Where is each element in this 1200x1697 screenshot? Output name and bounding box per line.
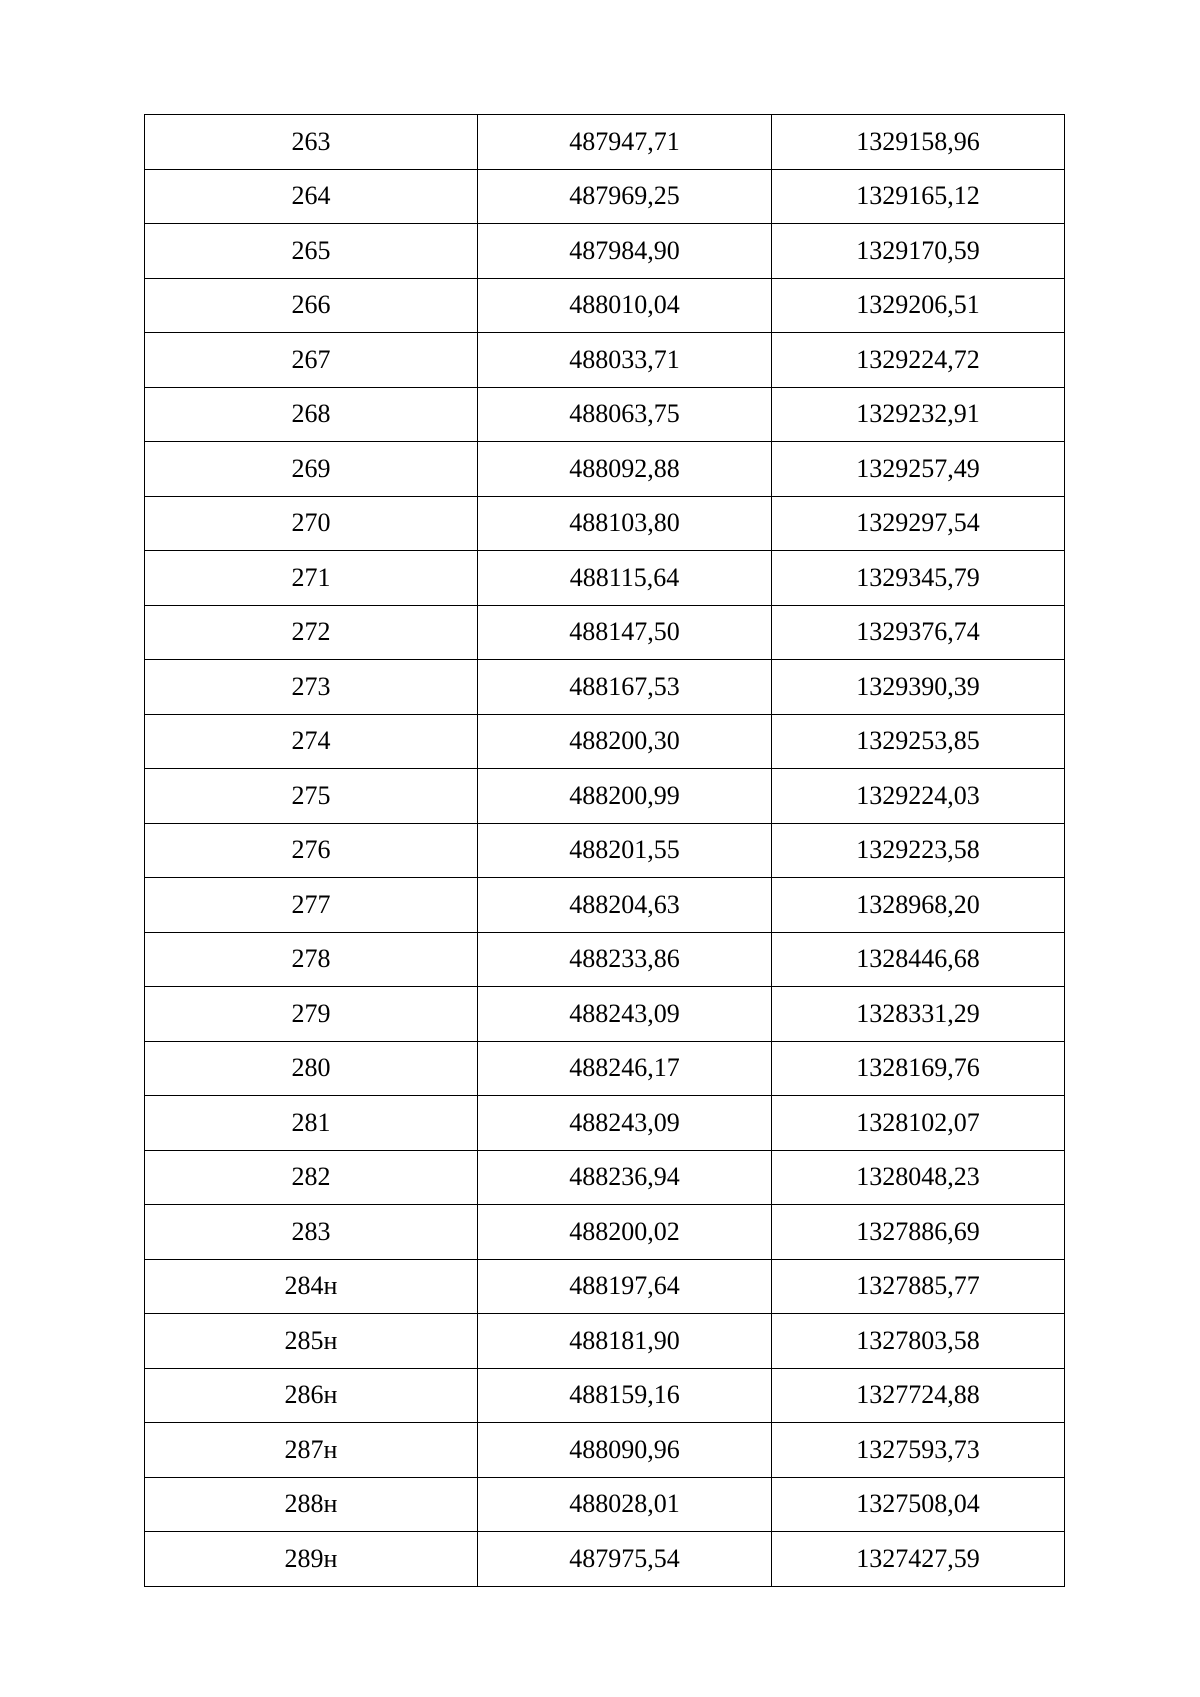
table-row bbox=[145, 496, 1065, 551]
point-number-cell: 274 bbox=[145, 714, 478, 769]
table-row bbox=[145, 1205, 1065, 1260]
x-coordinate-cell: 488167,53 bbox=[478, 660, 772, 715]
table-row bbox=[145, 1368, 1065, 1423]
y-coordinate-cell: 1327886,69 bbox=[772, 1205, 1065, 1260]
coordinates-table bbox=[144, 114, 1065, 1587]
table-row bbox=[145, 1423, 1065, 1478]
y-coordinate-cell: 1327885,77 bbox=[772, 1259, 1065, 1314]
y-coordinate-cell: 1327427,59 bbox=[772, 1532, 1065, 1587]
y-coordinate-cell: 1327803,58 bbox=[772, 1314, 1065, 1369]
y-coordinate-cell: 1328331,29 bbox=[772, 987, 1065, 1042]
point-number-cell: 285н bbox=[145, 1314, 478, 1369]
table-row bbox=[145, 660, 1065, 715]
point-number-cell: 281 bbox=[145, 1096, 478, 1151]
point-number-cell: 269 bbox=[145, 442, 478, 497]
table-row bbox=[145, 878, 1065, 933]
point-number-cell: 265 bbox=[145, 224, 478, 279]
point-number-cell: 268 bbox=[145, 387, 478, 442]
table-row bbox=[145, 333, 1065, 388]
x-coordinate-cell: 488103,80 bbox=[478, 496, 772, 551]
point-number-cell: 283 bbox=[145, 1205, 478, 1260]
y-coordinate-cell: 1329224,03 bbox=[772, 769, 1065, 824]
point-number-cell: 267 bbox=[145, 333, 478, 388]
x-coordinate-cell: 488200,99 bbox=[478, 769, 772, 824]
x-coordinate-cell: 488233,86 bbox=[478, 932, 772, 987]
x-coordinate-cell: 487984,90 bbox=[478, 224, 772, 279]
table-row bbox=[145, 224, 1065, 279]
x-coordinate-cell: 488243,09 bbox=[478, 1096, 772, 1151]
y-coordinate-cell: 1327508,04 bbox=[772, 1477, 1065, 1532]
y-coordinate-cell: 1329390,39 bbox=[772, 660, 1065, 715]
y-coordinate-cell: 1329206,51 bbox=[772, 278, 1065, 333]
y-coordinate-cell: 1329158,96 bbox=[772, 115, 1065, 170]
y-coordinate-cell: 1329297,54 bbox=[772, 496, 1065, 551]
point-number-cell: 276 bbox=[145, 823, 478, 878]
x-coordinate-cell: 488115,64 bbox=[478, 551, 772, 606]
y-coordinate-cell: 1328446,68 bbox=[772, 932, 1065, 987]
point-number-cell: 287н bbox=[145, 1423, 478, 1478]
y-coordinate-cell: 1328169,76 bbox=[772, 1041, 1065, 1096]
x-coordinate-cell: 488092,88 bbox=[478, 442, 772, 497]
table-row bbox=[145, 987, 1065, 1042]
table-row bbox=[145, 605, 1065, 660]
table-row bbox=[145, 115, 1065, 170]
x-coordinate-cell: 488243,09 bbox=[478, 987, 772, 1042]
table-row bbox=[145, 823, 1065, 878]
point-number-cell: 277 bbox=[145, 878, 478, 933]
y-coordinate-cell: 1327593,73 bbox=[772, 1423, 1065, 1478]
x-coordinate-cell: 488090,96 bbox=[478, 1423, 772, 1478]
x-coordinate-cell: 488181,90 bbox=[478, 1314, 772, 1369]
point-number-cell: 286н bbox=[145, 1368, 478, 1423]
x-coordinate-cell: 488200,02 bbox=[478, 1205, 772, 1260]
y-coordinate-cell: 1327724,88 bbox=[772, 1368, 1065, 1423]
point-number-cell: 278 bbox=[145, 932, 478, 987]
x-coordinate-cell: 488246,17 bbox=[478, 1041, 772, 1096]
y-coordinate-cell: 1329223,58 bbox=[772, 823, 1065, 878]
y-coordinate-cell: 1328048,23 bbox=[772, 1150, 1065, 1205]
table-row bbox=[145, 387, 1065, 442]
point-number-cell: 280 bbox=[145, 1041, 478, 1096]
table-row bbox=[145, 169, 1065, 224]
coordinates-table-body bbox=[145, 115, 1065, 1587]
point-number-cell: 270 bbox=[145, 496, 478, 551]
y-coordinate-cell: 1329170,59 bbox=[772, 224, 1065, 279]
point-number-cell: 272 bbox=[145, 605, 478, 660]
table-row bbox=[145, 1259, 1065, 1314]
x-coordinate-cell: 488200,30 bbox=[478, 714, 772, 769]
table-row bbox=[145, 1041, 1065, 1096]
y-coordinate-cell: 1329232,91 bbox=[772, 387, 1065, 442]
x-coordinate-cell: 488236,94 bbox=[478, 1150, 772, 1205]
point-number-cell: 282 bbox=[145, 1150, 478, 1205]
point-number-cell: 264 bbox=[145, 169, 478, 224]
table-row bbox=[145, 1532, 1065, 1587]
y-coordinate-cell: 1329253,85 bbox=[772, 714, 1065, 769]
point-number-cell: 289н bbox=[145, 1532, 478, 1587]
x-coordinate-cell: 488147,50 bbox=[478, 605, 772, 660]
x-coordinate-cell: 487947,71 bbox=[478, 115, 772, 170]
x-coordinate-cell: 488063,75 bbox=[478, 387, 772, 442]
point-number-cell: 263 bbox=[145, 115, 478, 170]
x-coordinate-cell: 488159,16 bbox=[478, 1368, 772, 1423]
table-row bbox=[145, 1314, 1065, 1369]
x-coordinate-cell: 488201,55 bbox=[478, 823, 772, 878]
y-coordinate-cell: 1329257,49 bbox=[772, 442, 1065, 497]
x-coordinate-cell: 488033,71 bbox=[478, 333, 772, 388]
table-row bbox=[145, 1477, 1065, 1532]
table-row bbox=[145, 714, 1065, 769]
table-row bbox=[145, 442, 1065, 497]
x-coordinate-cell: 488010,04 bbox=[478, 278, 772, 333]
table-row bbox=[145, 769, 1065, 824]
y-coordinate-cell: 1329376,74 bbox=[772, 605, 1065, 660]
table-row bbox=[145, 551, 1065, 606]
point-number-cell: 273 bbox=[145, 660, 478, 715]
x-coordinate-cell: 488028,01 bbox=[478, 1477, 772, 1532]
x-coordinate-cell: 488204,63 bbox=[478, 878, 772, 933]
y-coordinate-cell: 1329345,79 bbox=[772, 551, 1065, 606]
point-number-cell: 266 bbox=[145, 278, 478, 333]
x-coordinate-cell: 488197,64 bbox=[478, 1259, 772, 1314]
point-number-cell: 279 bbox=[145, 987, 478, 1042]
table-row bbox=[145, 932, 1065, 987]
x-coordinate-cell: 487975,54 bbox=[478, 1532, 772, 1587]
y-coordinate-cell: 1329224,72 bbox=[772, 333, 1065, 388]
table-row bbox=[145, 1096, 1065, 1151]
table-row bbox=[145, 278, 1065, 333]
point-number-cell: 271 bbox=[145, 551, 478, 606]
y-coordinate-cell: 1329165,12 bbox=[772, 169, 1065, 224]
y-coordinate-cell: 1328968,20 bbox=[772, 878, 1065, 933]
point-number-cell: 284н bbox=[145, 1259, 478, 1314]
x-coordinate-cell: 487969,25 bbox=[478, 169, 772, 224]
table-row bbox=[145, 1150, 1065, 1205]
point-number-cell: 288н bbox=[145, 1477, 478, 1532]
point-number-cell: 275 bbox=[145, 769, 478, 824]
y-coordinate-cell: 1328102,07 bbox=[772, 1096, 1065, 1151]
